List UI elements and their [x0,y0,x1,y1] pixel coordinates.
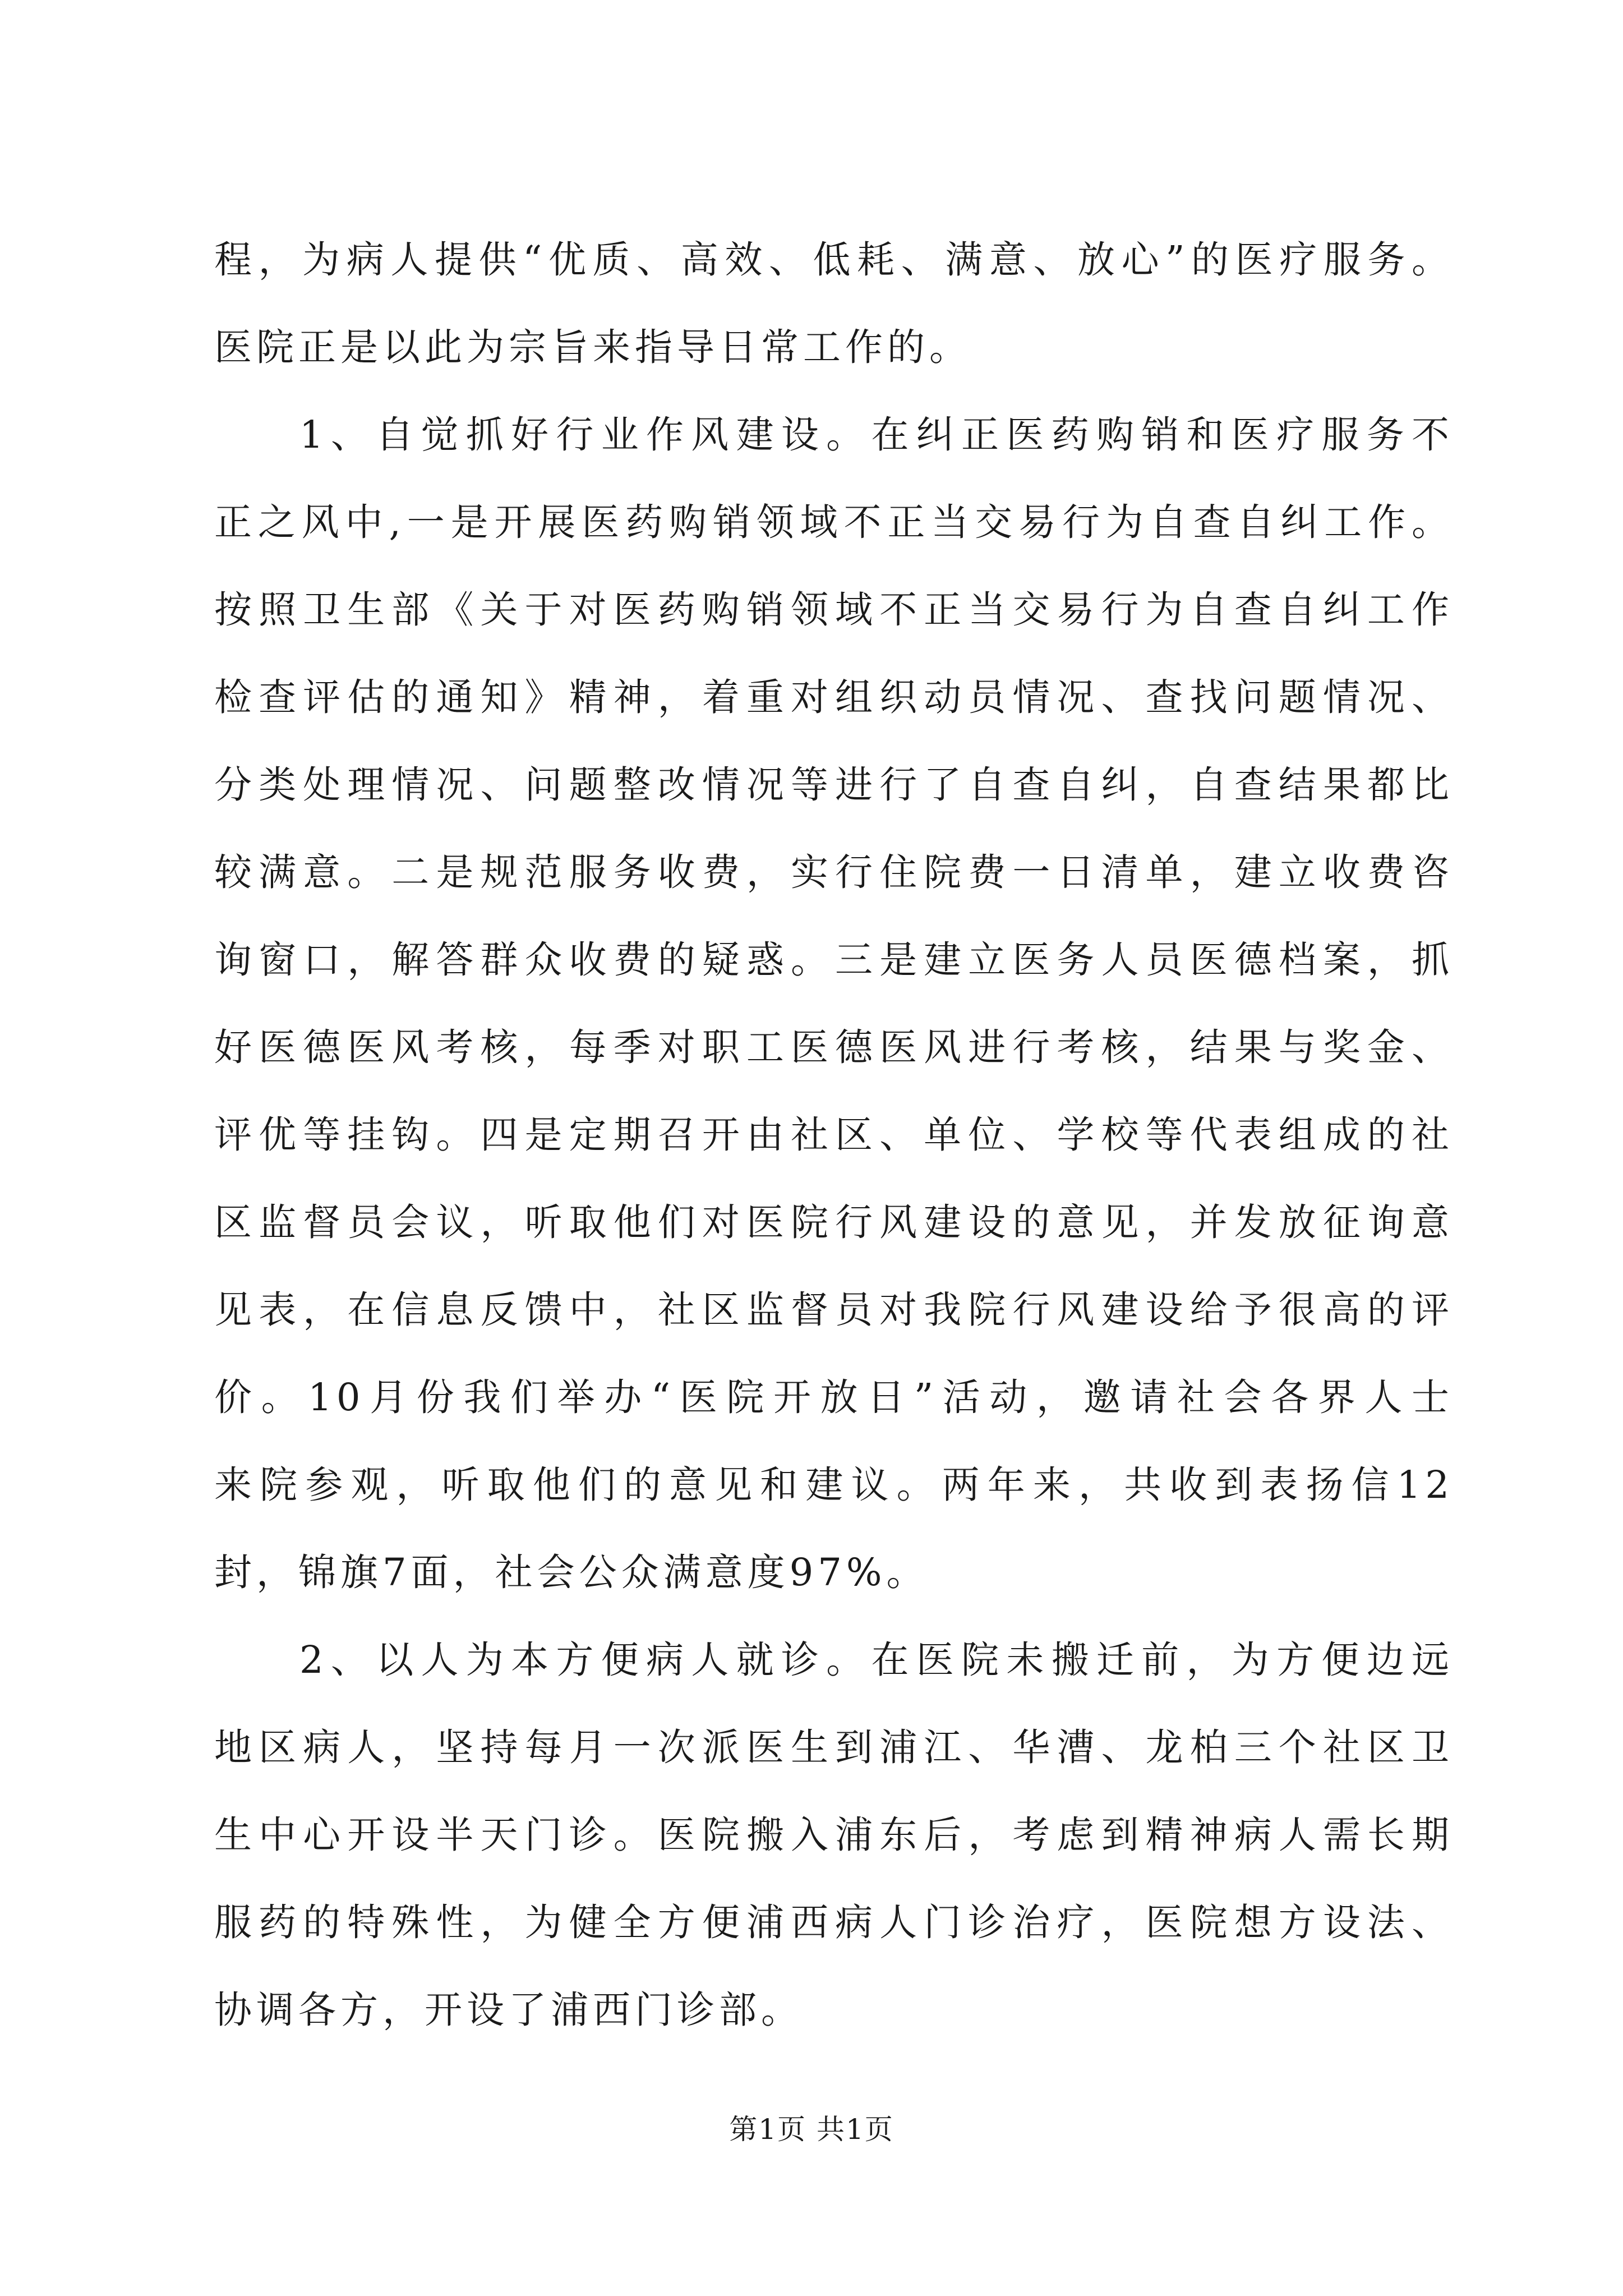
text-line: 评优等挂钩。四是定期召开由社区、单位、学校等代表组成的社 [214,1113,1454,1157]
text-line: 正之风中,一是开展医药购销领域不正当交易行为自查自纠工作。 [214,500,1454,544]
text-line: 询窗口，解答群众收费的疑惑。三是建立医务人员医德档案，抓 [214,938,1454,982]
text-line: 来院参观，听取他们的意见和建议。两年来，共收到表扬信12 [214,1463,1454,1507]
text-line: 好医德医风考核，每季对职工医德医风进行考核，结果与奖金、 [214,1025,1454,1069]
page-footer [0,2107,1623,2147]
text-line: 封，锦旗7面，社会公众满意度97%。 [214,1550,929,1594]
text-line: 价。10月份我们举办“医院开放日”活动，邀请社会各界人士 [214,1375,1454,1419]
text-line: 服药的特殊性，为健全方便浦西病人门诊治疗，医院想方设法、 [214,1901,1454,1944]
text-line: 见表，在信息反馈中，社区监督员对我院行风建设给予很高的评 [214,1288,1454,1332]
page-number-label: 第1页 共1页 [729,2113,894,2146]
text-line: 程，为病人提供“优质、高效、低耗、满意、放心”的医疗服务。 [214,238,1454,282]
text-line: 按照卫生部《关于对医药购销领域不正当交易行为自查自纠工作 [214,588,1454,632]
text-line: 较满意。二是规范服务收费，实行住院费一日清单，建立收费咨 [214,850,1454,894]
text-line: 区监督员会议，听取他们对医院行风建设的意见，并发放征询意 [214,1200,1454,1244]
text-line: 分类处理情况、问题整改情况等进行了自查自纠，自查结果都比 [214,763,1454,807]
text-line: 协调各方，开设了浦西门诊部。 [214,1988,803,2032]
text-line: 地区病人，坚持每月一次派医生到浦江、华漕、龙柏三个社区卫 [214,1726,1454,1769]
text-line: 医院正是以此为宗旨来指导日常工作的。 [214,325,971,369]
document-body [214,216,1454,2054]
text-line: 生中心开设半天门诊。医院搬入浦东后，考虑到精神病人需长期 [214,1813,1454,1857]
paragraph-first-line: 1、自觉抓好行业作风建设。在纠正医药购销和医疗服务不 [299,413,1454,457]
text-line: 检查评估的通知》精神，着重对组织动员情况、查找问题情况、 [214,675,1454,719]
paragraph-first-line: 2、以人为本方便病人就诊。在医院未搬迁前，为方便边远 [299,1638,1454,1682]
